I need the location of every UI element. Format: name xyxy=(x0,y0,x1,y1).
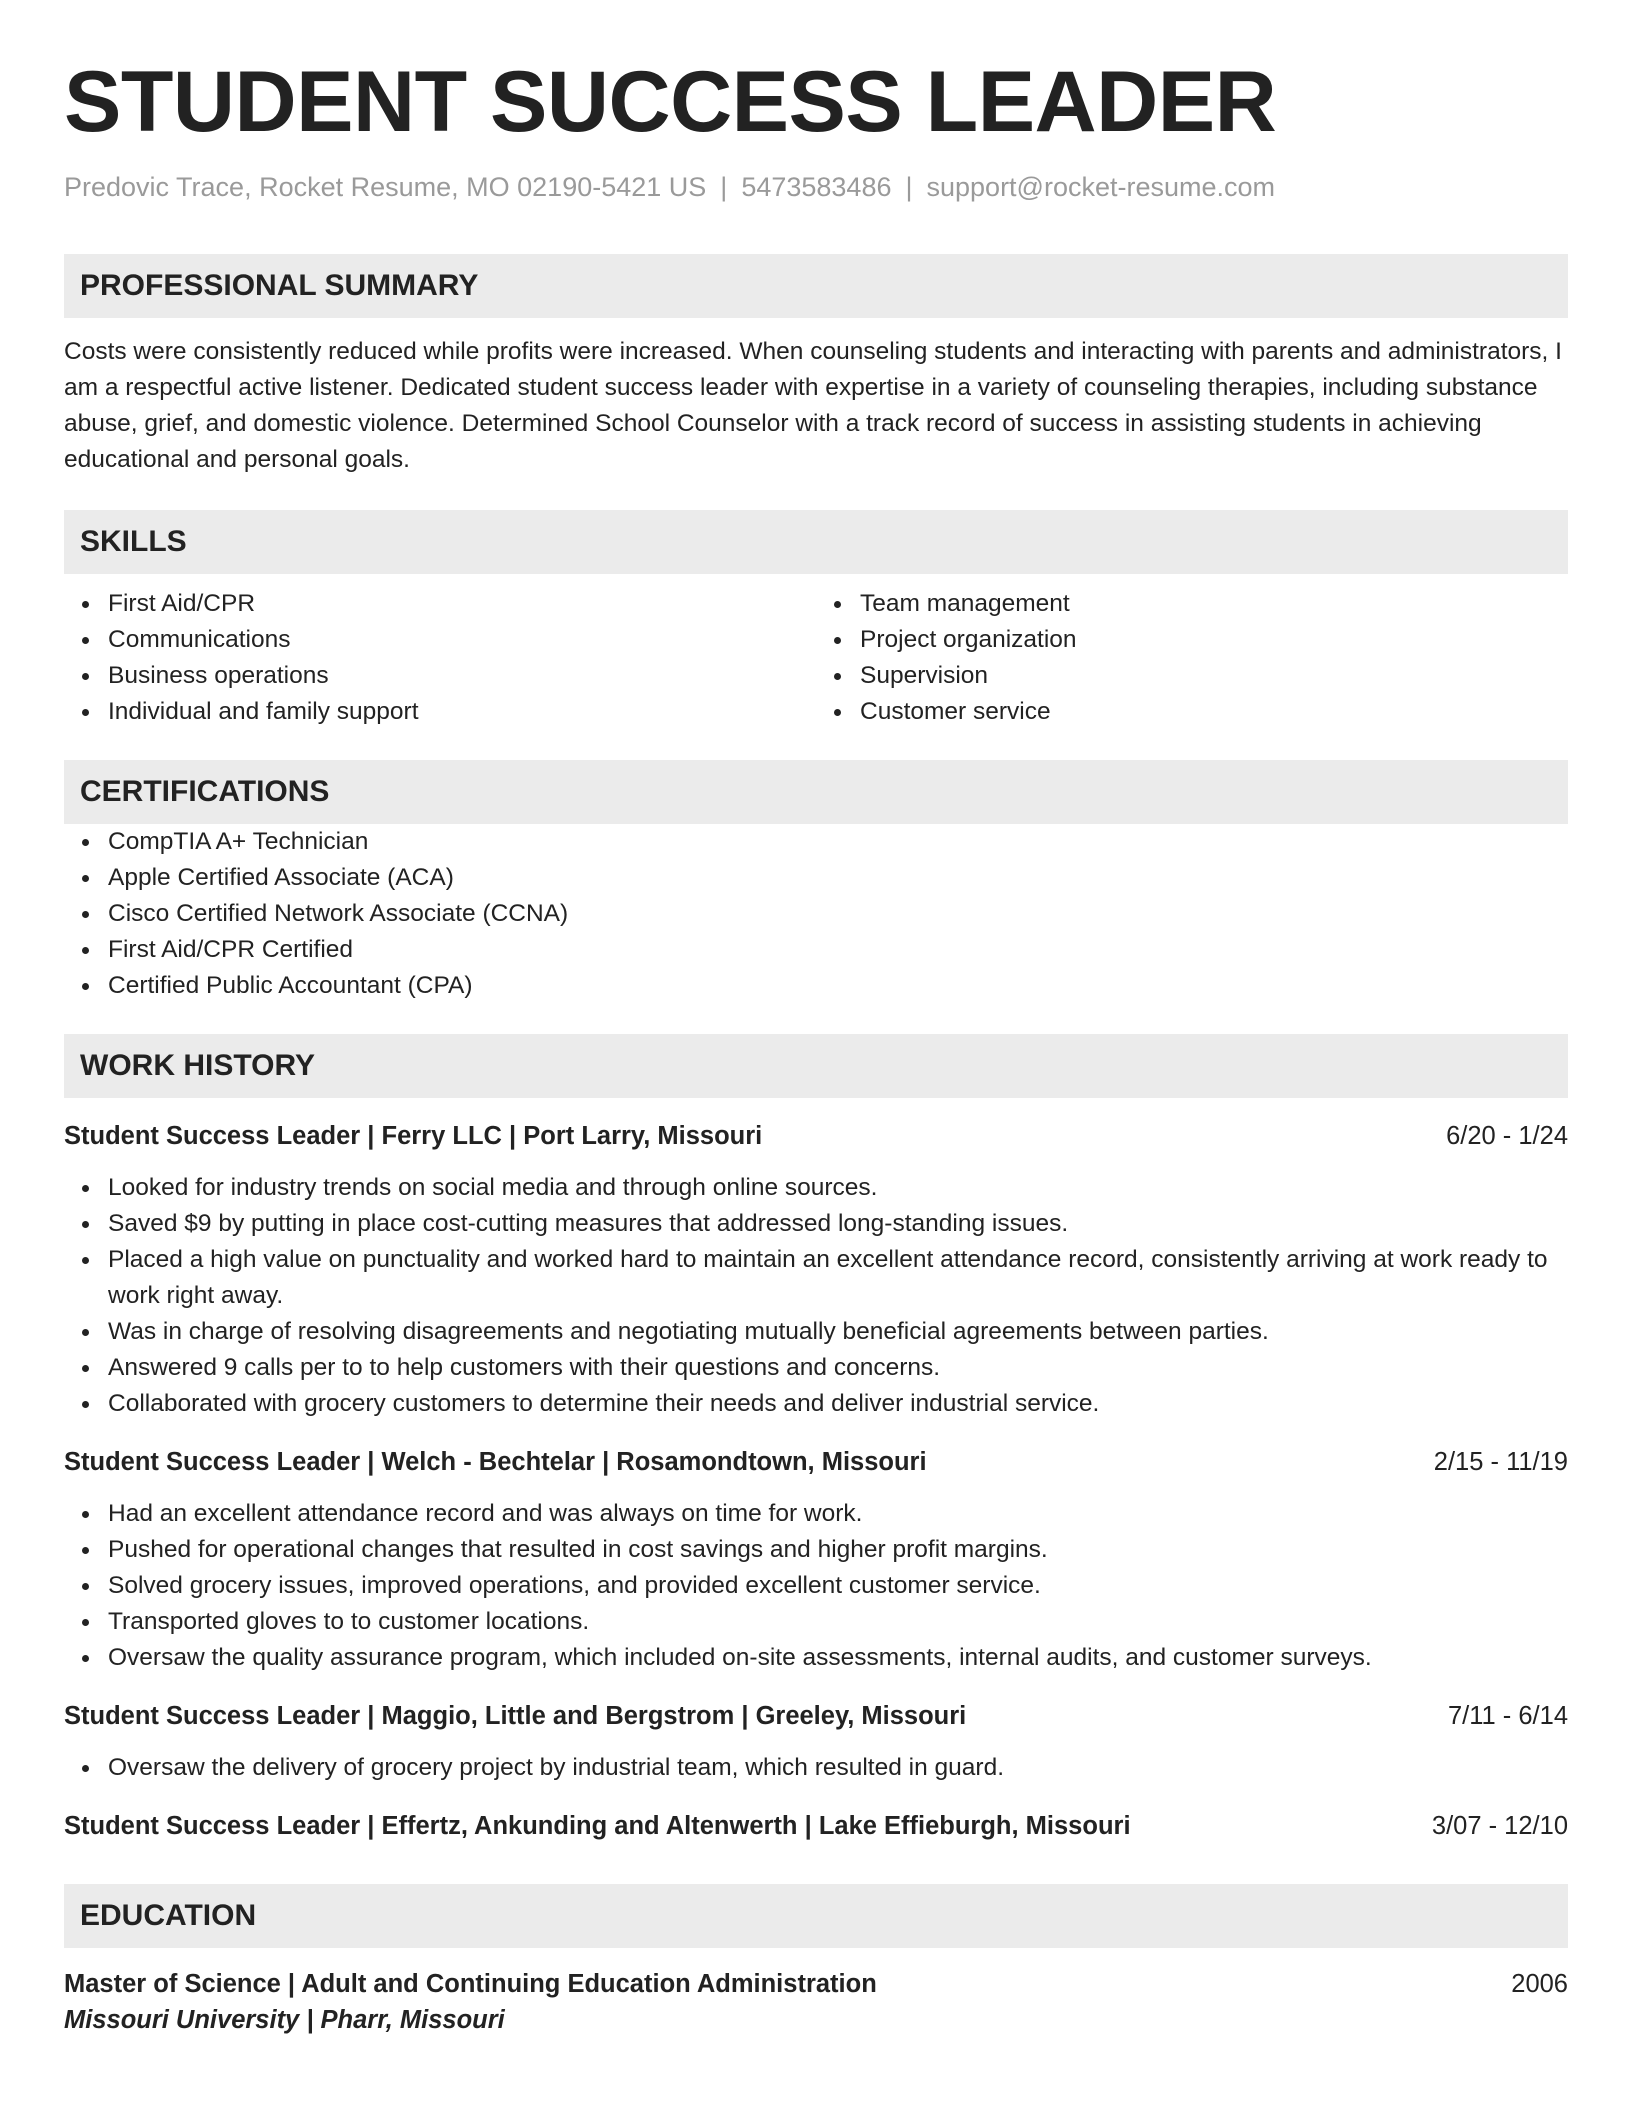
job-dates: 6/20 - 1/24 xyxy=(1446,1122,1568,1150)
job-header xyxy=(64,1118,1568,1154)
certification-item: Apple Certified Associate (ACA) xyxy=(108,860,1568,896)
skills-heading: SKILLS xyxy=(64,510,1568,574)
skill-item: Communications xyxy=(108,622,816,658)
education-header xyxy=(64,1966,1568,2002)
contact-address: Predovic Trace, Rocket Resume, MO 02190-5421 US xyxy=(64,172,707,202)
job-header xyxy=(64,1808,1568,1844)
skills-column-left xyxy=(64,586,816,730)
job-header xyxy=(64,1444,1568,1480)
education-heading: EDUCATION xyxy=(64,1884,1568,1948)
skill-item: First Aid/CPR xyxy=(108,586,816,622)
job-title: Student Success Leader | Maggio, Little and Bergstrom | Greeley, Missouri xyxy=(64,1702,967,1730)
job-bullet: Was in charge of resolving disagreements and negotiating mutually beneficial agreements between parties. xyxy=(108,1314,1568,1350)
skill-item: Individual and family support xyxy=(108,694,816,730)
job-bullet: Solved grocery issues, improved operations, and provided excellent customer service. xyxy=(108,1568,1568,1604)
job-bullet: Placed a high value on punctuality and worked hard to maintain an excellent attendance record, consistently arriving at work ready to work right away. xyxy=(108,1242,1568,1314)
skills-column-right xyxy=(816,586,1568,730)
graduation-year: 2006 xyxy=(1511,1970,1568,1998)
certification-item: CompTIA A+ Technician xyxy=(108,824,1568,860)
job-dates: 3/07 - 12/10 xyxy=(1431,1812,1568,1840)
job-title: Student Success Leader | Effertz, Ankunding and Altenwerth | Lake Effieburgh, Missouri xyxy=(64,1812,1131,1840)
job-bullet: Looked for industry trends on social media and through online sources. xyxy=(108,1170,1568,1206)
contact-separator: | xyxy=(720,172,728,202)
job-entry xyxy=(64,1444,1568,1676)
job-dates: 2/15 - 11/19 xyxy=(1433,1448,1568,1476)
job-bullets xyxy=(64,1750,1568,1786)
contact-line xyxy=(64,170,1568,204)
degree-title: Master of Science | Adult and Continuing Education Administration xyxy=(64,1970,877,1998)
job-bullet: Oversaw the delivery of grocery project by industrial team, which resulted in guard. xyxy=(108,1750,1568,1786)
job-entry xyxy=(64,1118,1568,1422)
certification-item: Cisco Certified Network Associate (CCNA) xyxy=(108,896,1568,932)
skill-item: Customer service xyxy=(860,694,1568,730)
skill-item: Project organization xyxy=(860,622,1568,658)
job-bullet: Answered 9 calls per to to help customers with their questions and concerns. xyxy=(108,1350,1568,1386)
certifications-heading: CERTIFICATIONS xyxy=(64,760,1568,824)
contact-email: support@rocket-resume.com xyxy=(926,172,1276,202)
skills-list xyxy=(64,586,1568,730)
job-bullet: Saved $9 by putting in place cost-cutting measures that addressed long-standing issues. xyxy=(108,1206,1568,1242)
job-dates: 7/11 - 6/14 xyxy=(1447,1702,1568,1730)
summary-text: Costs were consistently reduced while profits were increased. When counseling students and interacting with parents and administrators, I am a respectful active listener. Dedicated student success leader with expertise in a variety of counseling therapies, including substance abuse, grief, and domestic violence. Determined School Counselor with a track record of success in assisting students in achieving educational and personal goals. xyxy=(64,338,1562,473)
job-bullets xyxy=(64,1170,1568,1422)
job-header xyxy=(64,1698,1568,1734)
job-bullet: Pushed for operational changes that resulted in cost savings and higher profit margins. xyxy=(108,1532,1568,1568)
job-bullet: Oversaw the quality assurance program, which included on-site assessments, internal audits, and customer surveys. xyxy=(108,1640,1568,1676)
skill-item: Supervision xyxy=(860,658,1568,694)
certification-item: Certified Public Accountant (CPA) xyxy=(108,968,1568,1004)
school-name: Missouri University | Pharr, Missouri xyxy=(64,2006,505,2034)
contact-separator: | xyxy=(905,172,913,202)
contact-phone: 5473583486 xyxy=(741,172,892,202)
work-history-heading: WORK HISTORY xyxy=(64,1034,1568,1098)
job-entry xyxy=(64,1698,1568,1786)
candidate-name: STUDENT SUCCESS LEADER xyxy=(64,54,1277,150)
job-bullet: Collaborated with grocery customers to determine their needs and deliver industrial service. xyxy=(108,1386,1568,1422)
job-bullet: Had an excellent attendance record and was always on time for work. xyxy=(108,1496,1568,1532)
education-entry xyxy=(64,1966,1568,2038)
skill-item: Team management xyxy=(860,586,1568,622)
summary-heading: PROFESSIONAL SUMMARY xyxy=(64,254,1568,318)
job-bullet: Transported gloves to to customer locations. xyxy=(108,1604,1568,1640)
job-title: Student Success Leader | Welch - Bechtelar | Rosamondtown, Missouri xyxy=(64,1448,927,1476)
job-title: Student Success Leader | Ferry LLC | Port Larry, Missouri xyxy=(64,1122,763,1150)
certification-item: First Aid/CPR Certified xyxy=(108,932,1568,968)
job-entry xyxy=(64,1808,1568,1844)
job-bullets xyxy=(64,1496,1568,1676)
certifications-list xyxy=(64,824,1568,1004)
skill-item: Business operations xyxy=(108,658,816,694)
